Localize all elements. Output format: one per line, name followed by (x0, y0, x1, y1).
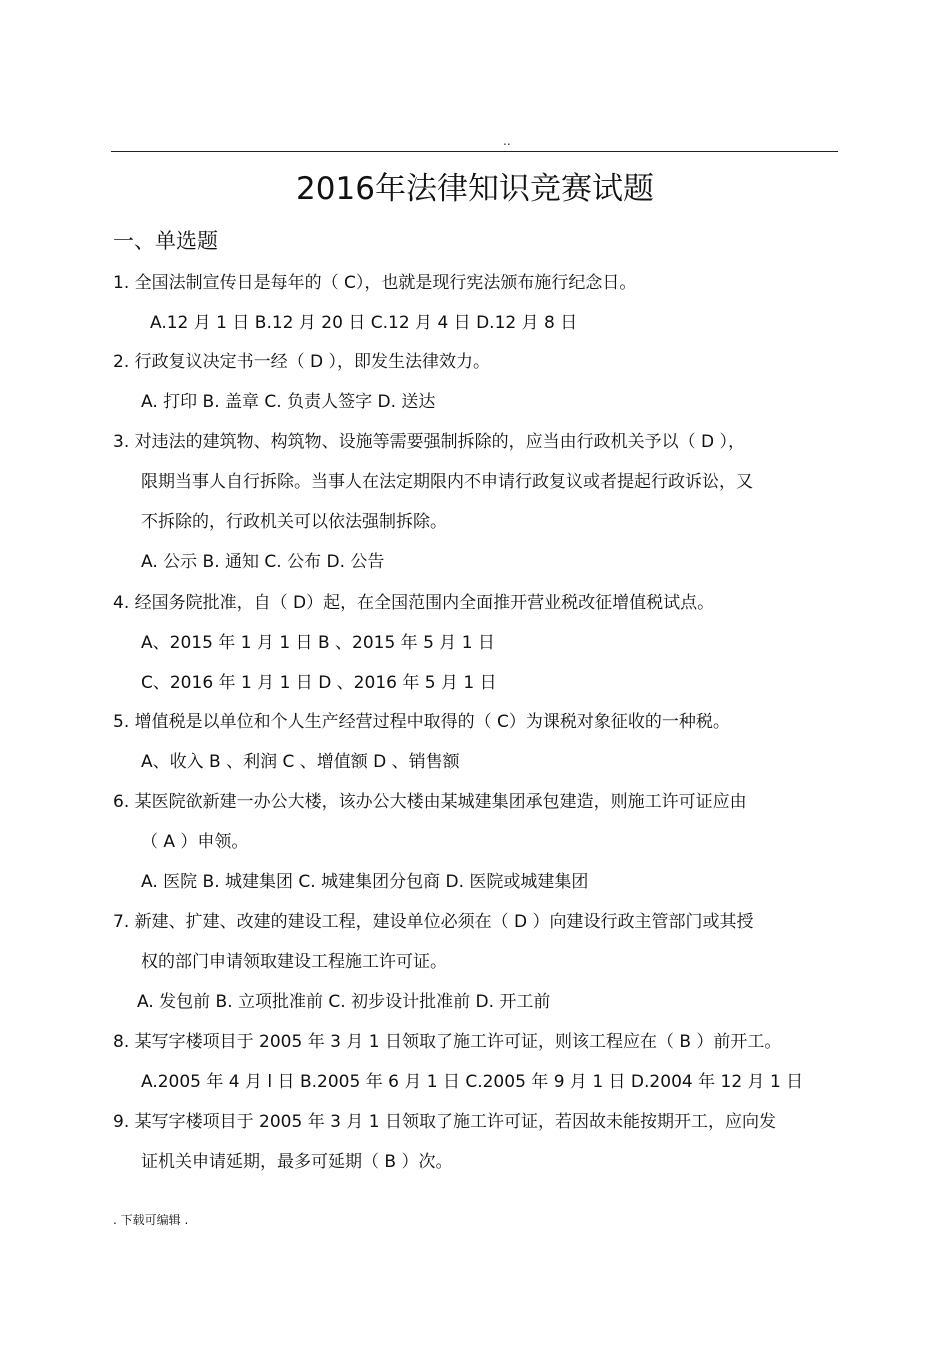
section-title: 一、单选题 (113, 229, 218, 253)
question-4-options-cd: C、2016 年 1 月 1 日 D 、2016 年 5 月 1 日 (141, 673, 497, 693)
question-8: 8. 某写字楼项目于 2005 年 3 月 1 日领取了施工许可证，则该工程应在（ B ）前开工。 (113, 1032, 782, 1052)
question-3-continued: 限期当事人自行拆除。当事人在法定期限内不申请行政复议或者提起行政诉讼，又 (141, 472, 753, 492)
question-6: 6. 某医院欲新建一办公大楼，该办公大楼由某城建集团承包建造，则施工许可证应由 (113, 792, 747, 812)
header-mark: .. (503, 134, 511, 148)
question-5-options: A、收入 B 、利润 C 、增值额 D 、销售额 (141, 752, 460, 772)
question-4: 4. 经国务院批准，自（ D）起，在全国范围内全面推开营业税改征增值税试点。 (113, 593, 715, 613)
question-1: 1. 全国法制宣传日是每年的（ C），也就是现行宪法颁布施行纪念日。 (113, 273, 637, 293)
question-6-continued: （ A ）申领。 (141, 832, 249, 852)
question-3-continued: 不拆除的，行政机关可以依法强制拆除。 (141, 512, 447, 532)
question-9: 9. 某写字楼项目于 2005 年 3 月 1 日领取了施工许可证，若因故未能按期开工，应向发 (113, 1112, 776, 1132)
question-5: 5. 增值税是以单位和个人生产经营过程中取得的（ C）为课税对象征收的一种税。 (113, 712, 730, 732)
question-2-options: A. 打印 B. 盖章 C. 负责人签字 D. 送达 (141, 392, 436, 412)
question-3: 3. 对违法的建筑物、构筑物、设施等需要强制拆除的，应当由行政机关予以（ D ）， (113, 432, 746, 452)
question-4-options-ab: A、2015 年 1 月 1 日 B 、2015 年 5 月 1 日 (141, 633, 495, 653)
header-rule (111, 151, 838, 152)
page-title: 2016年法律知识竞赛试题 (296, 171, 654, 207)
question-9-continued: 证机关申请延期，最多可延期（ B ）次。 (141, 1152, 453, 1172)
question-1-options: A.12 月 1 日 B.12 月 20 日 C.12 月 4 日 D.12 月 8 日 (150, 313, 578, 333)
question-8-options: A.2005 年 4 月 l 日 B.2005 年 6 月 1 日 C.2005 年 9 月 1 日 D.2004 年 12 月 1 日 (141, 1072, 804, 1092)
question-3-options: A. 公示 B. 通知 C. 公布 D. 公告 (141, 552, 385, 572)
question-7-options: A. 发包前 B. 立项批准前 C. 初步设计批准前 D. 开工前 (137, 992, 551, 1012)
question-2: 2. 行政复议决定书一经（ D ），即发生法律效力。 (113, 352, 491, 372)
question-6-options: A. 医院 B. 城建集团 C. 城建集团分包商 D. 医院或城建集团 (141, 872, 589, 892)
question-7-continued: 权的部门申请领取建设工程施工许可证。 (141, 952, 447, 972)
question-7: 7. 新建、扩建、改建的建设工程，建设单位必须在（ D ）向建设行政主管部门或其授 (113, 912, 754, 932)
footer-note: . 下载可编辑 . (113, 1213, 189, 1227)
